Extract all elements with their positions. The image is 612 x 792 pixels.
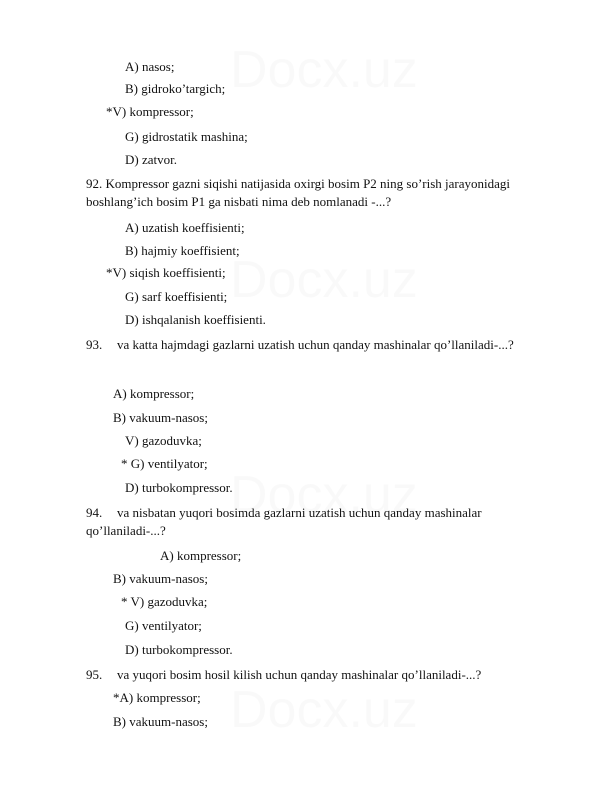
watermark bbox=[230, 680, 418, 740]
answer-option-correct: *A) kompressor; bbox=[113, 690, 201, 705]
watermark bbox=[230, 250, 418, 310]
question-body: va yuqori bosim hosil kilish uchun qanday mashinalar qo’llaniladi-...? bbox=[117, 667, 482, 682]
answer-option-correct: * V) gazoduvka; bbox=[121, 594, 208, 609]
answer-option: A) nasos; bbox=[125, 59, 175, 74]
answer-option: D) ishqalanish koeffisienti. bbox=[125, 312, 266, 327]
answer-option: G) gidrostatik mashina; bbox=[125, 129, 248, 144]
answer-option: B) hajmiy koeffisient; bbox=[125, 243, 240, 258]
answer-option: B) vakuum-nasos; bbox=[113, 410, 208, 425]
watermark bbox=[230, 40, 418, 100]
answer-option: A) kompressor; bbox=[160, 548, 242, 563]
answer-option: D) turbokompressor. bbox=[125, 642, 233, 657]
question-number: 93. bbox=[86, 337, 103, 352]
question-text bbox=[86, 337, 514, 353]
question-body: va nisbatan yuqori bosimda gazlarni uzatish uchun qanday mashinalar bbox=[117, 505, 482, 520]
question-text bbox=[86, 667, 481, 683]
question-text: boshlang’ich bosim P1 ga nisbati nima deb nomlanadi -...? bbox=[86, 194, 392, 209]
answer-option: G) sarf koeffisienti; bbox=[125, 289, 228, 304]
question-number: 94. bbox=[86, 505, 103, 520]
answer-option: D) zatvor. bbox=[125, 152, 177, 167]
answer-option: B) gidroko’targich; bbox=[125, 81, 226, 96]
answer-option: A) kompressor; bbox=[113, 386, 195, 401]
question-number: 95. bbox=[86, 667, 103, 682]
answer-option: B) vakuum-nasos; bbox=[113, 571, 208, 586]
answer-option: V) gazoduvka; bbox=[125, 433, 202, 448]
question-text: 92. Kompressor gazni siqishi natijasida oxirgi bosim P2 ning so’rish jarayonidagi bbox=[86, 176, 511, 191]
answer-option-correct: * G) ventilyator; bbox=[121, 456, 208, 471]
answer-option: A) uzatish koeffisienti; bbox=[125, 220, 245, 235]
answer-option-correct: *V) kompressor; bbox=[106, 104, 194, 119]
question-text: qo’llaniladi-...? bbox=[86, 523, 166, 538]
answer-option: B) vakuum-nasos; bbox=[113, 714, 208, 729]
question-body: va katta hajmdagi gazlarni uzatish uchun qanday mashinalar qo’llaniladi-...? bbox=[117, 337, 514, 352]
answer-option: D) turbokompressor. bbox=[125, 480, 233, 495]
answer-option-correct: *V) siqish koeffisienti; bbox=[106, 265, 226, 280]
answer-option: G) ventilyator; bbox=[125, 618, 202, 633]
question-text bbox=[86, 505, 482, 521]
